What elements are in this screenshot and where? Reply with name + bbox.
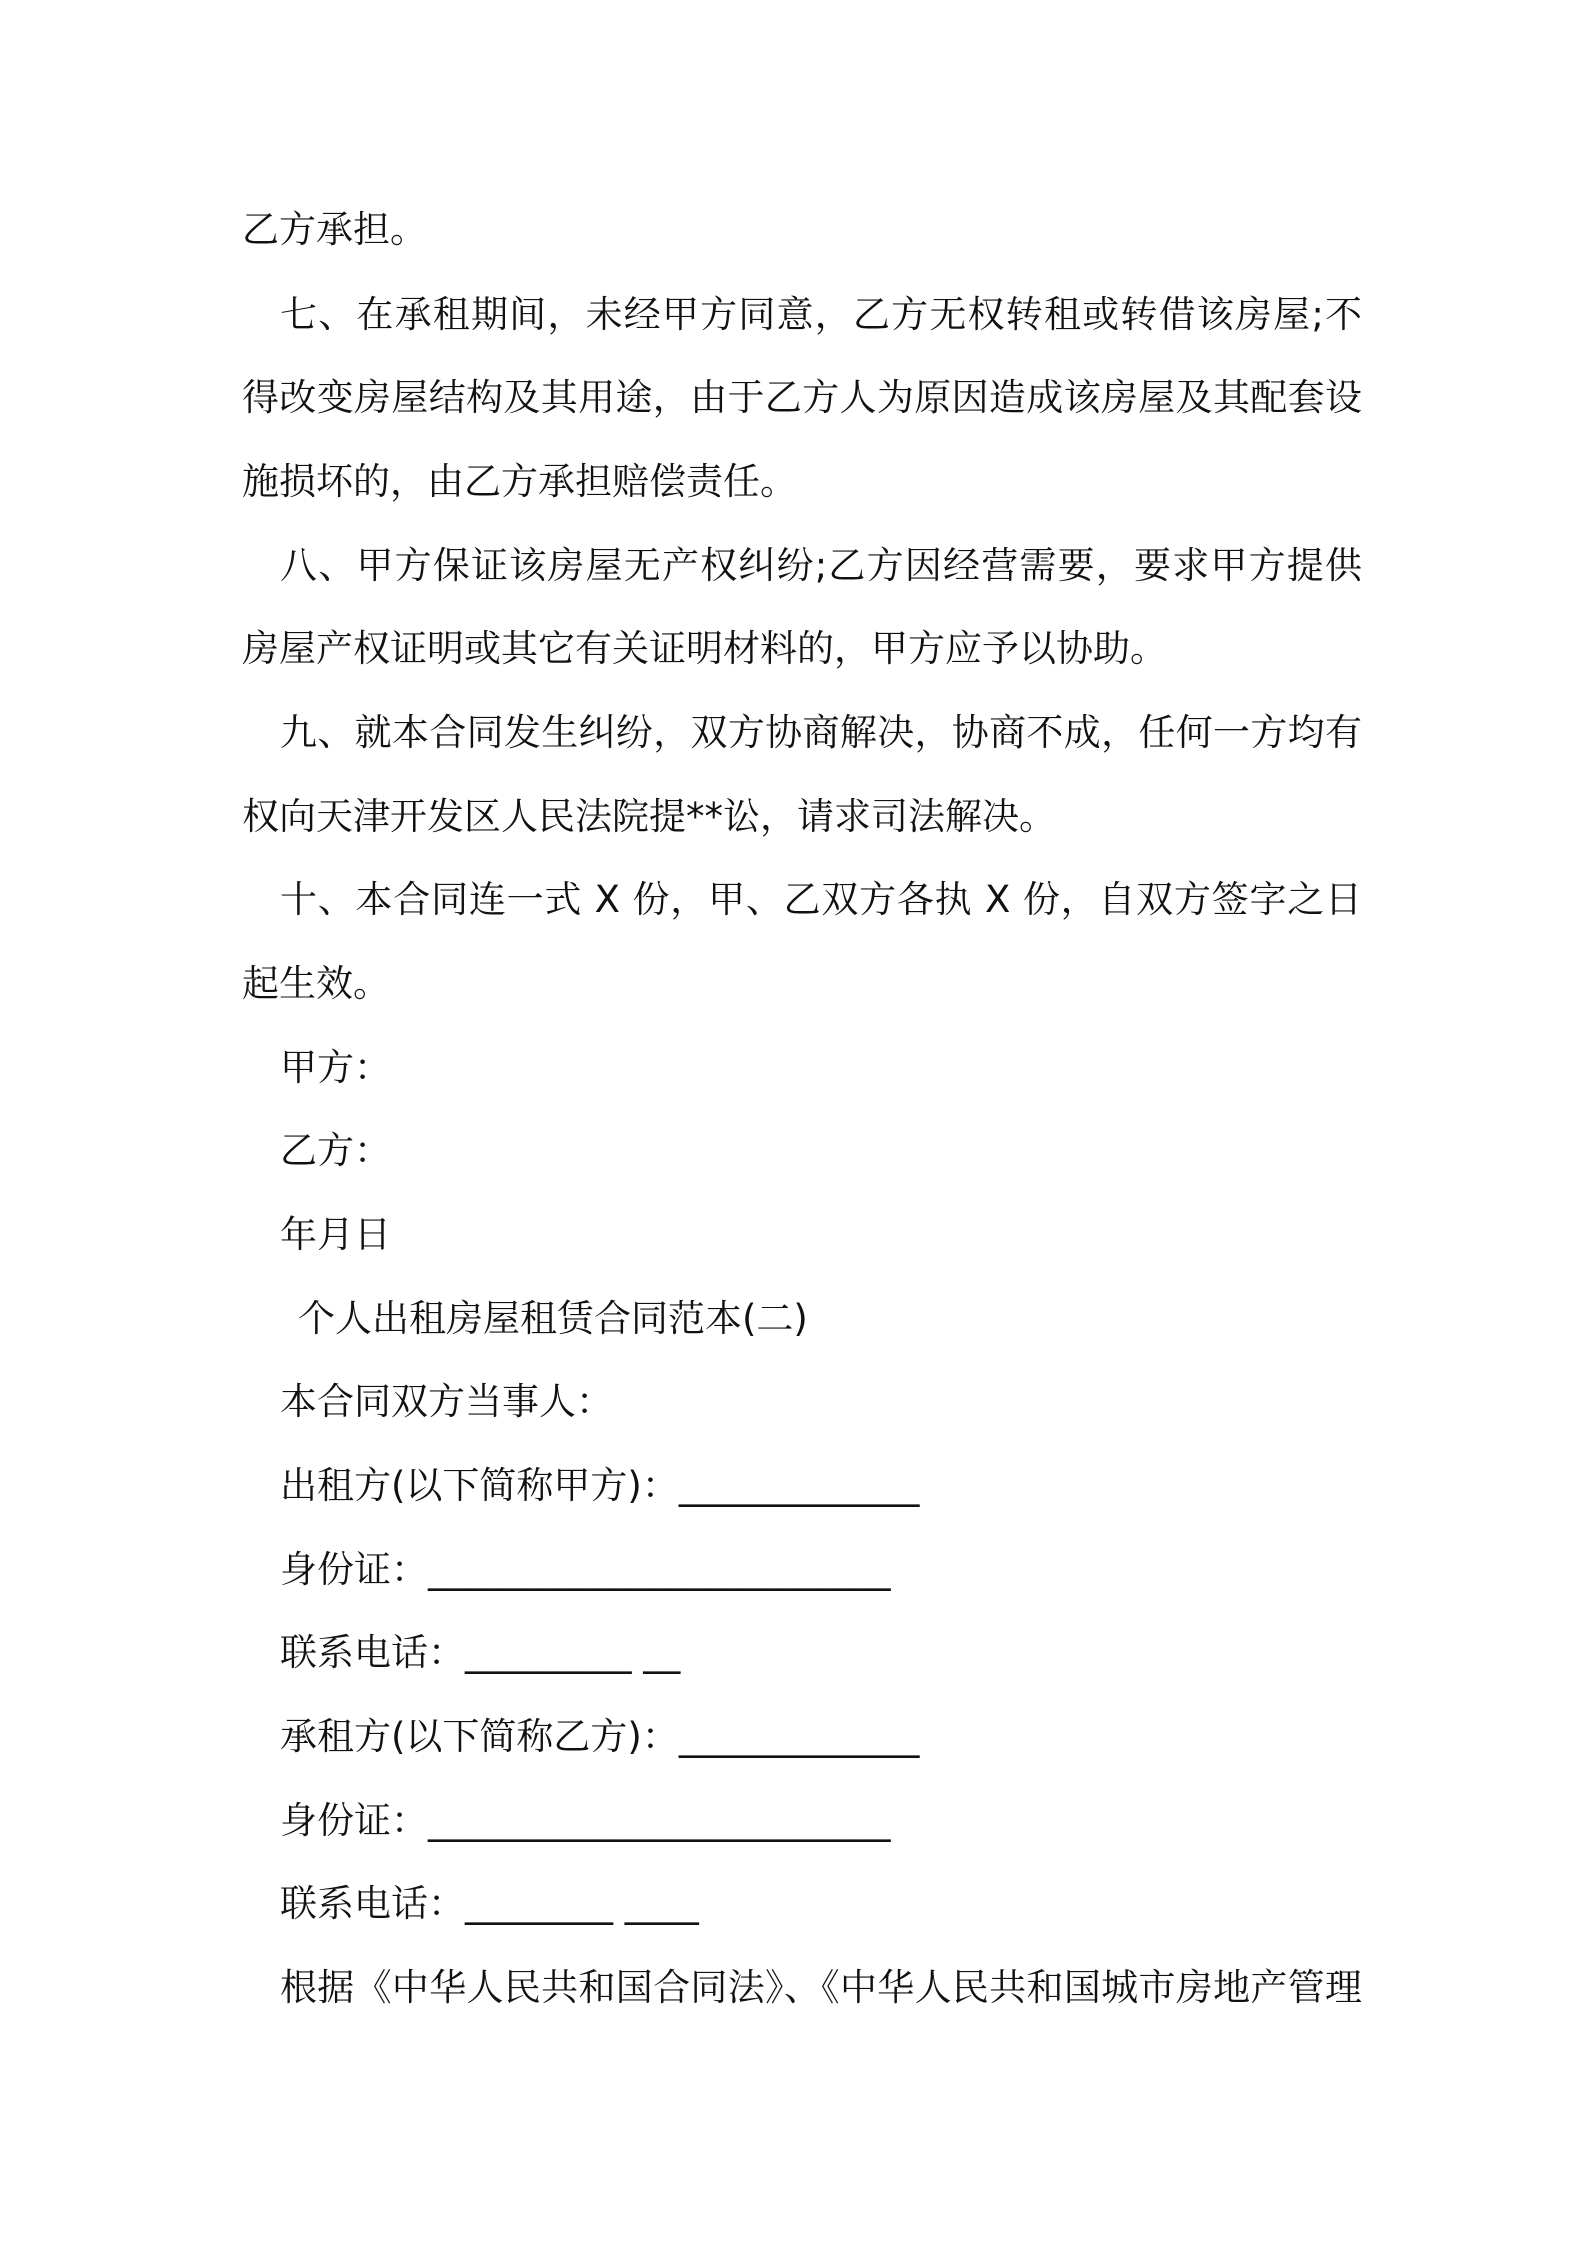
lessor-phone-field: 联系电话：_________ __: [280, 1631, 681, 1674]
clause-9-line: 权向天津开发区人民法院提**讼，请求司法解决。: [242, 795, 1056, 838]
clause-7-line: 得改变房屋结构及其用途，由于乙方人为原因造成该房屋及其配套设: [242, 376, 1362, 419]
lessee-field: 承租方(以下简称乙方)：_____________: [280, 1715, 920, 1758]
lessee-phone-field: 联系电话：________ ____: [280, 1882, 699, 1925]
party-a-signature-label: 甲方：: [280, 1046, 391, 1089]
date-label: 年月日: [280, 1213, 391, 1256]
clause-9-line: 九、就本合同发生纠纷，双方协商解决，协商不成，任何一方均有: [280, 711, 1362, 754]
clause-8-line: 房屋产权证明或其它有关证明材料的，甲方应予以协助。: [242, 627, 1167, 670]
lessor-field: 出租方(以下简称甲方)：_____________: [280, 1464, 920, 1507]
clause-7-line: 七、在承租期间，未经甲方同意，乙方无权转租或转借该房屋;不: [280, 293, 1362, 336]
lessee-id-field: 身份证：_________________________: [280, 1799, 891, 1842]
clause-7-line: 施损坏的，由乙方承担赔偿责任。: [242, 460, 797, 503]
party-b-signature-label: 乙方：: [280, 1129, 391, 1172]
clause-8-line: 八、甲方保证该房屋无产权纠纷;乙方因经营需要，要求甲方提供: [280, 544, 1362, 587]
lessor-id-field: 身份证：_________________________: [280, 1548, 891, 1591]
clause-10-line: 十、本合同连一式 X 份，甲、乙双方各执 X 份，自双方签字之日: [280, 878, 1362, 921]
parties-heading: 本合同双方当事人：: [280, 1380, 613, 1423]
clause-10-line: 起生效。: [242, 962, 390, 1005]
legal-basis-line: 根据《中华人民共和国合同法》、《中华人民共和国城市房地产管理: [280, 1966, 1362, 2009]
section-title: 个人出租房屋租赁合同范本(二): [298, 1297, 808, 1340]
paragraph-line: 乙方承担。: [242, 208, 427, 251]
